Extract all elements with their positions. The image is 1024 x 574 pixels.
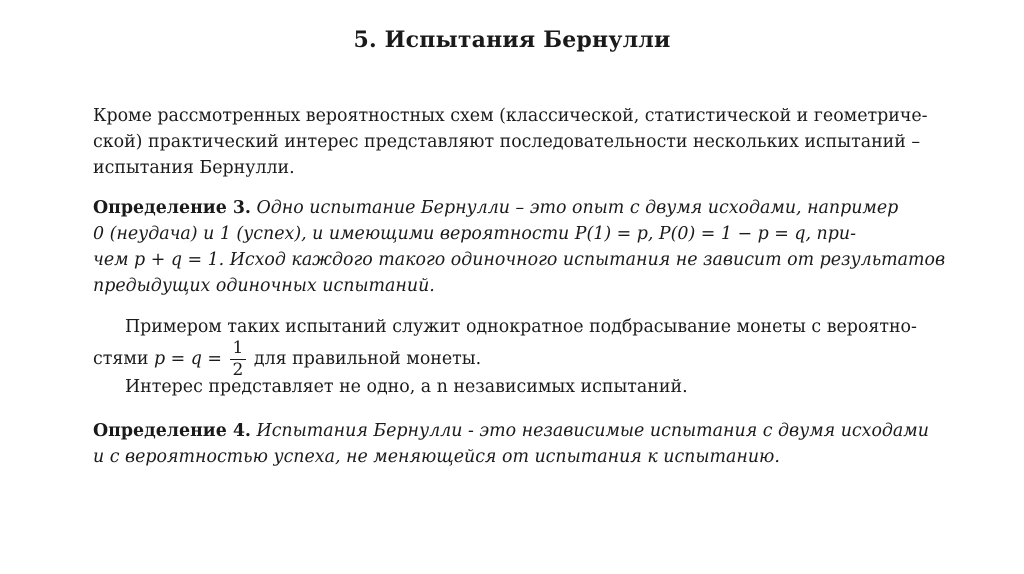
definition-3-line-3: чем p + q = 1. Исход каждого такого одиночного испытания не зависит от результатов (93, 250, 946, 270)
example-line-2-start: стями (93, 349, 149, 369)
definition-3-label: Определение 3. (93, 198, 251, 218)
example-line-1: Примером таких испытаний служит однократное подбрасывание монеты с вероятно- (125, 317, 917, 337)
definition-3 (93, 195, 946, 299)
definition-3-line-2: 0 (неудача) и 1 (успех), и имеющими вероятности P(1) = p, P(0) = 1 − p = q, при- (93, 224, 856, 244)
definition-4-line-1 (93, 418, 938, 444)
example-paragraph (93, 314, 938, 379)
intro-line-3: испытания Бернулли. (93, 158, 295, 178)
page-title: 5. Испытания Бернулли (353, 27, 671, 53)
example-paragraph-2 (93, 374, 938, 400)
example-line-2-end: для правильной монеты. (253, 349, 482, 369)
definition-4-text-1: Испытания Бернулли - это независимые испытания с двумя исходами (256, 421, 929, 441)
definition-4 (93, 418, 938, 470)
definition-3-text-1: Одно испытание Бернулли – это опыт с двумя исходами, например (256, 198, 899, 218)
fraction-numerator: 1 (230, 340, 247, 360)
fraction-denominator: 2 (232, 360, 244, 380)
example-line-3: Интерес представляет не одно, а n независимых испытаний. (125, 377, 688, 397)
intro-line-2: ской) практический интерес представляют последовательности нескольких испытаний – (93, 132, 921, 152)
intro-line-1: Кроме рассмотренных вероятностных схем (классической, статистической и геометриче- (93, 106, 928, 126)
definition-4-label: Определение 4. (93, 421, 251, 441)
definition-4-line-2: и с вероятностью успеха, не меняющейся от испытания к испытанию. (93, 447, 780, 467)
definition-3-line-1 (93, 195, 938, 221)
example-formula: p = q = (153, 349, 222, 369)
definition-3-line-4: предыдущих одиночных испытаний. (93, 276, 435, 296)
intro-paragraph (93, 103, 938, 181)
